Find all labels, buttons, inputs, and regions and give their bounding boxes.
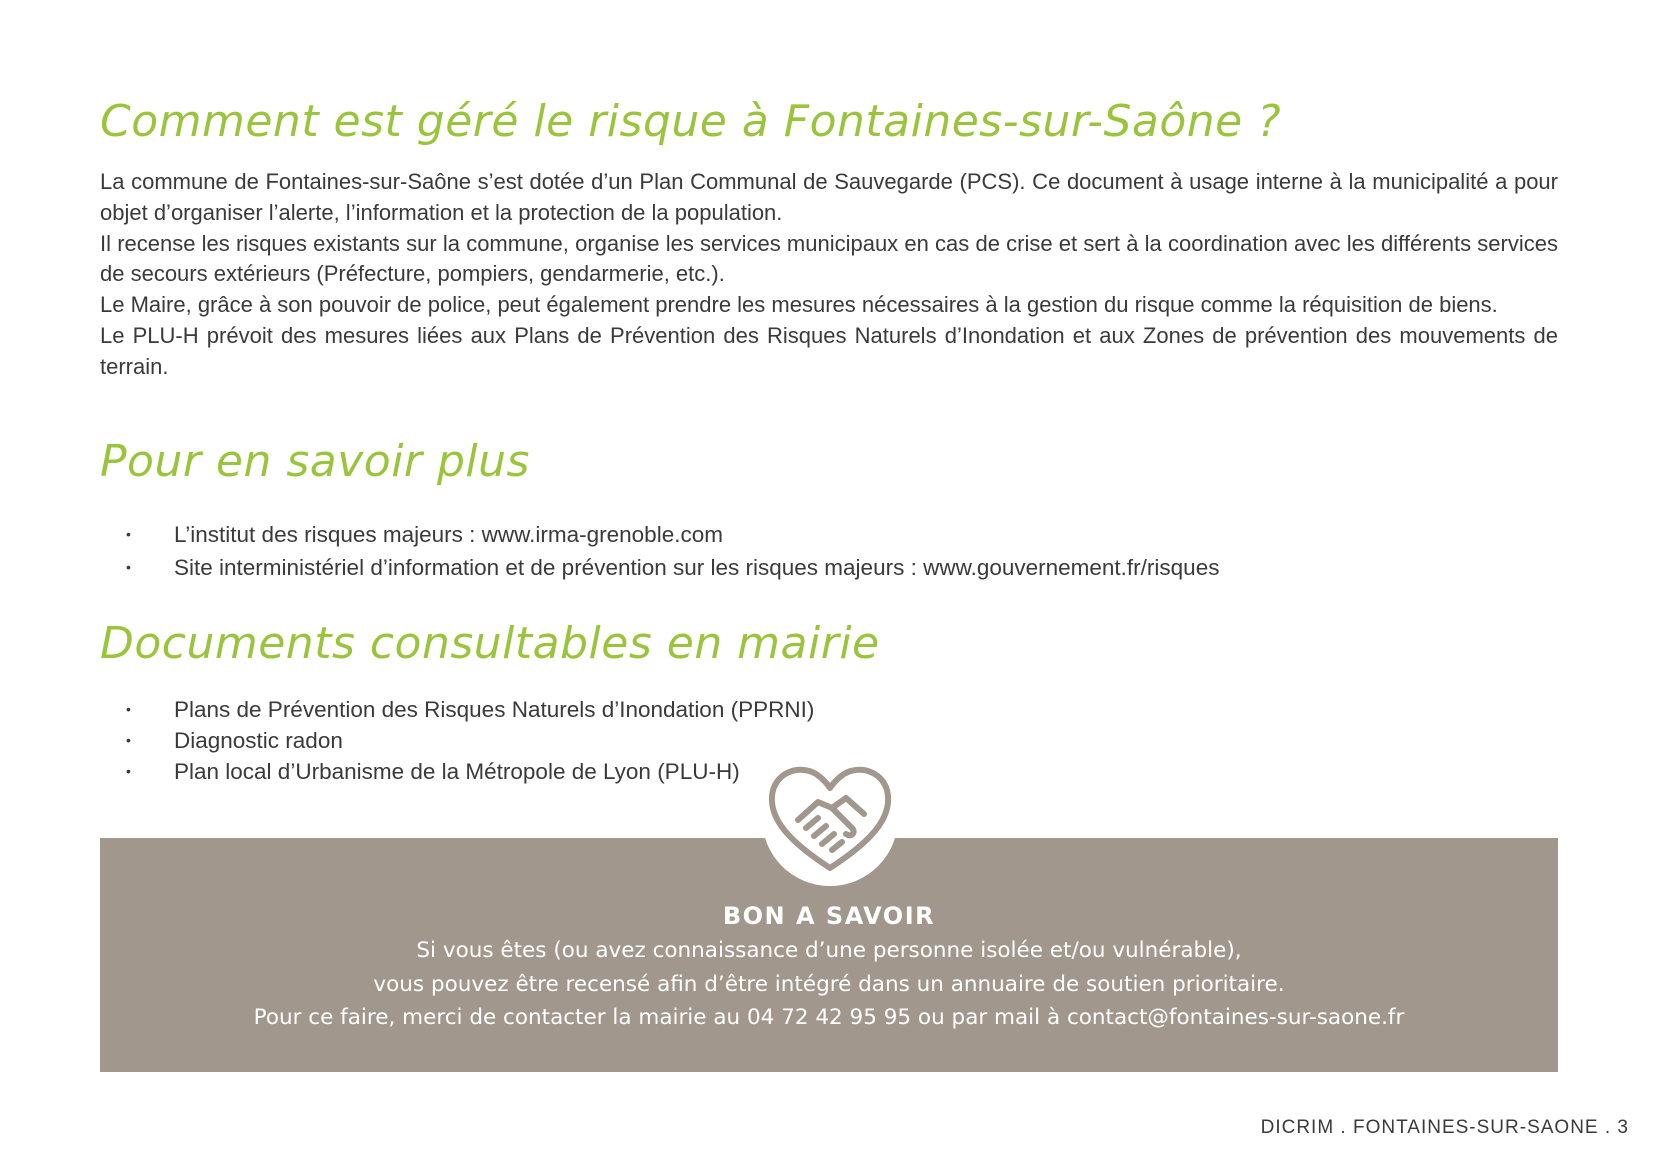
list-item-text: Plan local d’Urbanisme de la Métropole de Lyon (PLU-H): [174, 759, 740, 784]
list-item: [100, 551, 1219, 584]
list-item: [100, 694, 814, 725]
info-box-line: vous pouvez être recensé afin d’être intégré dans un annuaire de soutien prioritaire.: [373, 972, 1285, 997]
paragraph: Il recense les risques existants sur la commune, organise les services municipaux en cas de crise et sert à la coordination avec les différents services de secours extérieurs (Préfecture, pompiers, gendarmerie, etc.).: [100, 230, 1558, 287]
paragraph: Le Maire, grâce à son pouvoir de police, peut également prendre les mesures nécessaires à la gestion du risque comme la réquisition de biens.: [100, 292, 1498, 318]
list-item: [100, 725, 814, 756]
risk-body-text: [100, 167, 1558, 383]
info-box-line: Pour ce faire, merci de contacter la mairie au 04 72 42 95 95 ou par mail à contact@fontaines-sur-saone.fr: [253, 1005, 1405, 1030]
list-item-text: Plans de Prévention des Risques Naturels d’Inondation (PPRNI): [174, 697, 815, 722]
list-item-text: Site interministériel d’information et de prévention sur les risques majeurs : www.gouvernement.fr/risques: [174, 555, 1220, 580]
heading-documents: Documents consultables en mairie: [100, 618, 880, 669]
page-footer: DICRIM . FONTAINES-SUR-SAONE . 3: [1260, 1117, 1629, 1138]
heading-more-info: Pour en savoir plus: [100, 436, 530, 487]
list-item: [100, 518, 1219, 551]
list-item-text: Diagnostic radon: [174, 728, 343, 753]
documents-list: [100, 694, 814, 787]
bullet-icon: •: [126, 559, 131, 575]
bullet-icon: •: [126, 701, 131, 717]
heading-risk-management: Comment est géré le risque à Fontaines-sur-Saône ?: [100, 96, 1282, 147]
bullet-icon: •: [126, 732, 131, 748]
info-box-title: BON A SAVOIR: [722, 902, 936, 930]
list-item-text: L’institut des risques majeurs : www.irma-grenoble.com: [174, 522, 723, 547]
list-item: [100, 756, 814, 787]
paragraph: Le PLU-H prévoit des mesures liées aux Plans de Prévention des Risques Naturels d’Inondation et aux Zones de prévention des mouvements de terrain.: [100, 322, 1558, 379]
info-box-line: Si vous êtes (ou avez connaissance d’une personne isolée et/ou vulnérable),: [416, 938, 1242, 963]
bullet-icon: •: [126, 526, 131, 542]
paragraph: La commune de Fontaines-sur-Saône s’est dotée d’un Plan Communal de Sauvegarde (PCS). Ce document à usage interne à la municipalité a pour objet d’organiser l’alerte, l’information et la protection de la population.: [100, 169, 1558, 225]
bullet-icon: •: [126, 763, 131, 779]
heart-handshake-icon: [760, 750, 900, 886]
more-info-list: [100, 518, 1219, 584]
